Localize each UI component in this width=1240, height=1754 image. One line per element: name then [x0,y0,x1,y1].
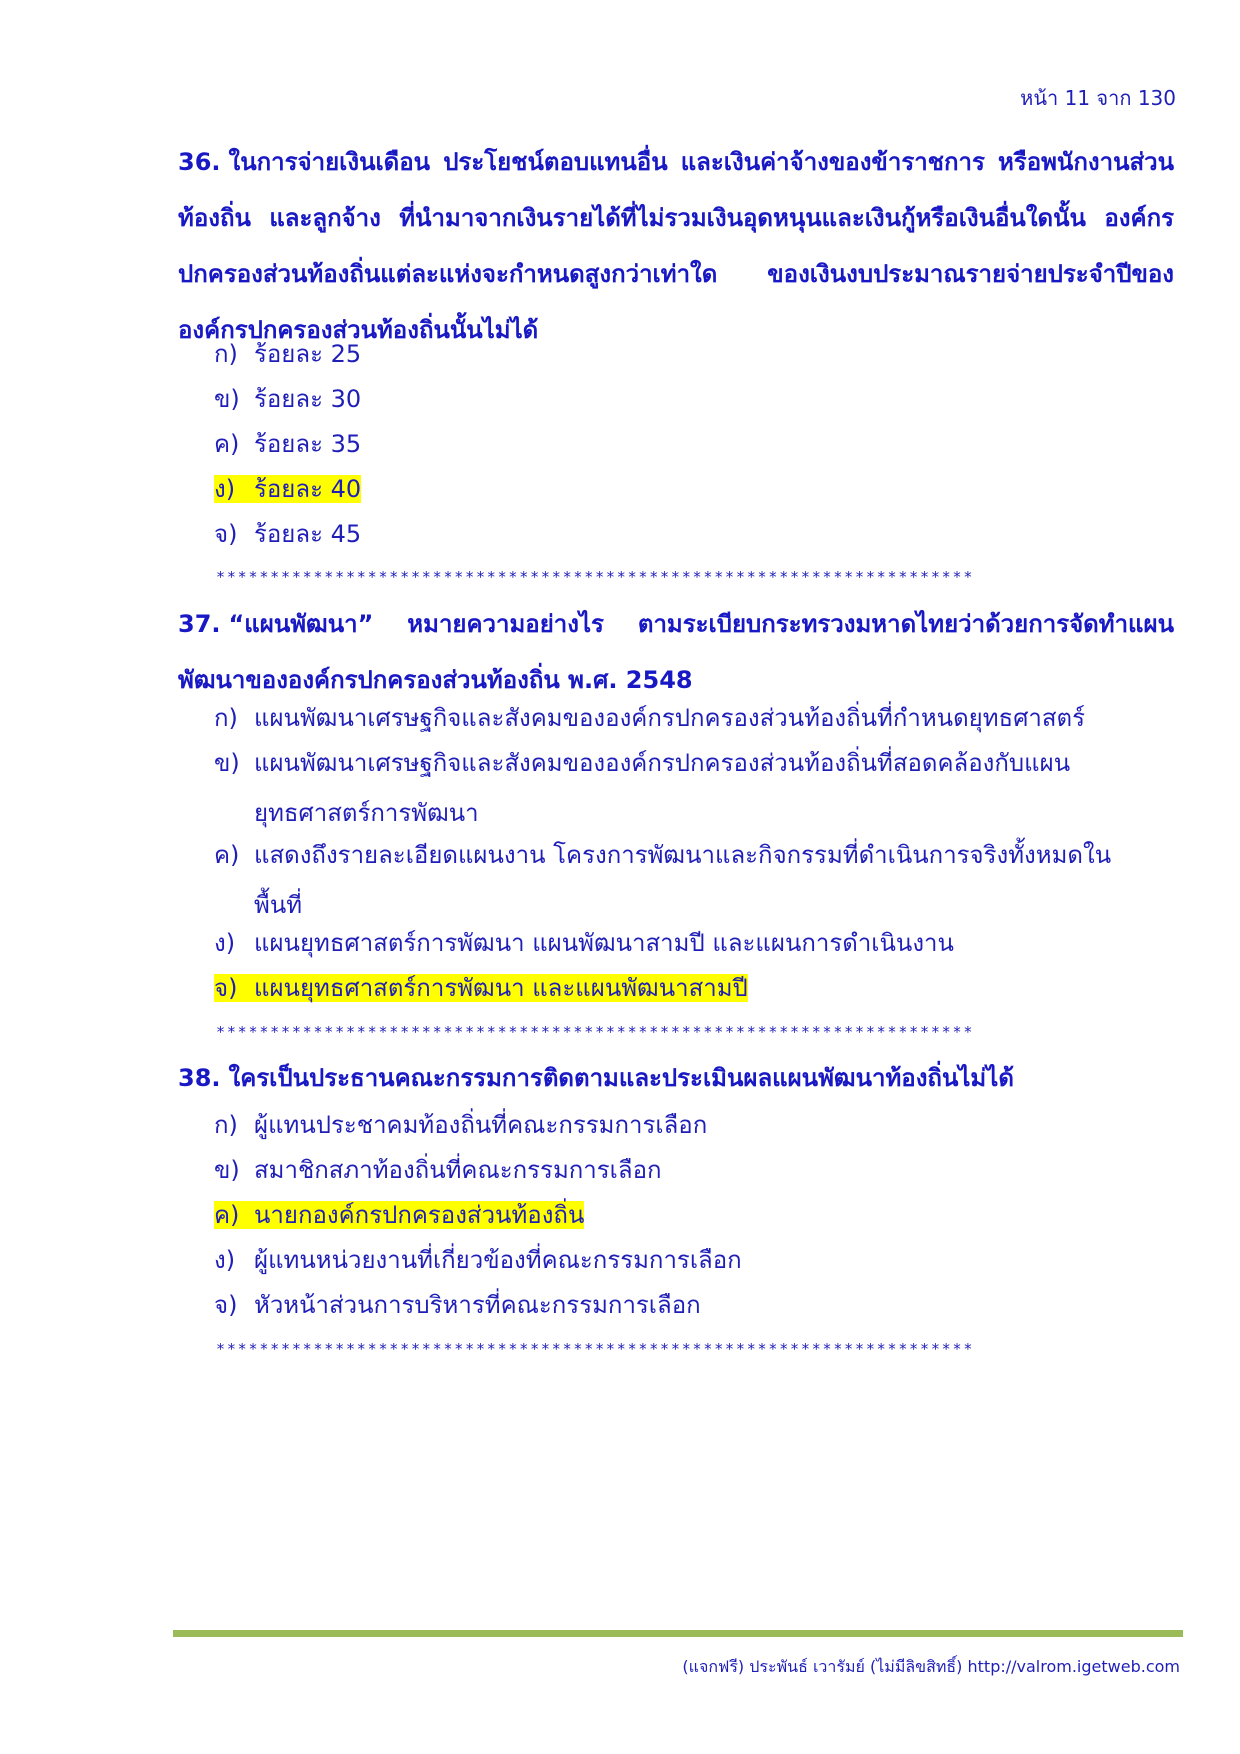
option-kho-khwai-answer [214,1193,584,1237]
option-ko [214,332,361,376]
option-cho [214,1283,701,1327]
option-marker: จ) [214,1291,238,1319]
question-37 [178,596,1174,708]
option-ko [214,1103,707,1147]
option-text-continued: ยุทธศาสตร์การพัฒนา [254,799,479,827]
footer-credit: (แจกฟรี) ประพันธ์ เวารัมย์ (ไม่มีลิขสิทธิ์) http://valrom.igetweb.com [682,1657,1180,1676]
option-ngo-answer [214,467,361,511]
option-marker: จ) [214,520,238,548]
option-cho-answer [214,966,748,1010]
option-text: ร้อยละ 40 [254,475,362,503]
option-text: ผู้แทนประชาคมท้องถิ่นที่คณะกรรมการเลือก [254,1111,708,1139]
question-text: ใครเป็นประธานคณะกรรมการติดตามและประเมินผลแผนพัฒนาท้องถิ่นไม่ได้ [228,1064,1014,1092]
option-text: แสดงถึงรายละเอียดแผนงาน โครงการพัฒนาและกิจกรรมที่ดำเนินการจริงทั้งหมดใน [254,841,1112,869]
option-ngo [214,1238,742,1282]
option-kho-khwai [214,422,361,466]
option-marker: ข) [214,749,240,777]
option-marker: ง) [214,475,236,503]
option-text: แผนยุทธศาสตร์การพัฒนา และแผนพัฒนาสามปี [254,974,748,1002]
option-kho-khwai [214,830,1180,930]
footer-rule [173,1630,1183,1637]
option-text: ผู้แทนหน่วยงานที่เกี่ยวข้องที่คณะกรรมการเลือก [254,1246,742,1274]
option-text: ร้อยละ 45 [254,520,362,548]
option-text: แผนพัฒนาเศรษฐกิจและสังคมขององค์กรปกครองส่วนท้องถิ่นที่กำหนดยุทธศาสตร์ [254,704,1086,732]
separator: ********************************************************************** [216,568,975,586]
option-marker: ข) [214,1156,240,1184]
option-marker: ค) [214,430,240,458]
option-marker: ก) [214,340,238,368]
question-text: ในการจ่ายเงินเดือน ประโยชน์ตอบแทนอื่น และเงินค่าจ้างของข้าราชการ หรือพนักงานส่วนท้องถิ่น และลูกจ้าง ที่นำมาจากเงินรายได้ที่ไม่รวมเงินอุดหนุนและเงินกู้หรือเงินอื่นใดนั้น องค์กรปกครองส่วนท้องถิ่นแต่ละแห่งจะกำหนดสูงกว่าเท่าใด ของเงินงบประมาณรายจ่ายประจำปีขององค์กรปกครองส่วนท้องถิ่นนั้นไม่ได้ [178,148,1174,344]
option-marker: ค) [214,1201,240,1229]
option-text: แผนพัฒนาเศรษฐกิจและสังคมขององค์กรปกครองส่วนท้องถิ่นที่สอดคล้องกับแผน [254,749,1071,777]
option-text: ร้อยละ 30 [254,385,362,413]
separator: ********************************************************************** [216,1023,975,1041]
page-number: หน้า 11 จาก 130 [1020,86,1176,110]
option-text: แผนยุทธศาสตร์การพัฒนา แผนพัฒนาสามปี และแผนการดำเนินงาน [254,929,954,957]
option-marker: ก) [214,704,238,732]
option-kho [214,377,361,421]
answer-highlight [214,974,748,1002]
option-text: สมาชิกสภาท้องถิ่นที่คณะกรรมการเลือก [254,1156,662,1184]
option-kho [214,738,1180,838]
option-text: ร้อยละ 35 [254,430,362,458]
option-marker: ง) [214,929,236,957]
separator: ********************************************************************** [216,1340,975,1358]
question-number: 37. [178,610,221,638]
option-text: หัวหน้าส่วนการบริหารที่คณะกรรมการเลือก [254,1291,701,1319]
option-text: นายกองค์กรปกครองส่วนท้องถิ่น [254,1201,585,1229]
option-ko [214,696,1085,740]
question-number: 38. [178,1064,221,1092]
question-36 [178,134,1174,358]
question-text: “แผนพัฒนา” หมายความอย่างไร ตามระเบียบกระทรวงมหาดไทยว่าด้วยการจัดทำแผนพัฒนาขององค์กรปกครองส่วนท้องถิ่น พ.ศ. 2548 [178,610,1174,694]
option-text-continued: พื้นที่ [254,891,303,919]
option-marker: จ) [214,974,238,1002]
option-text: ร้อยละ 25 [254,340,362,368]
answer-highlight [214,475,361,503]
option-marker: ค) [214,841,240,869]
option-marker: ก) [214,1111,238,1139]
option-marker: ข) [214,385,240,413]
question-number: 36. [178,148,221,176]
option-ngo [214,921,954,965]
answer-highlight [214,1201,584,1229]
question-38 [178,1050,1174,1106]
option-marker: ง) [214,1246,236,1274]
option-cho [214,512,361,556]
option-kho [214,1148,662,1192]
